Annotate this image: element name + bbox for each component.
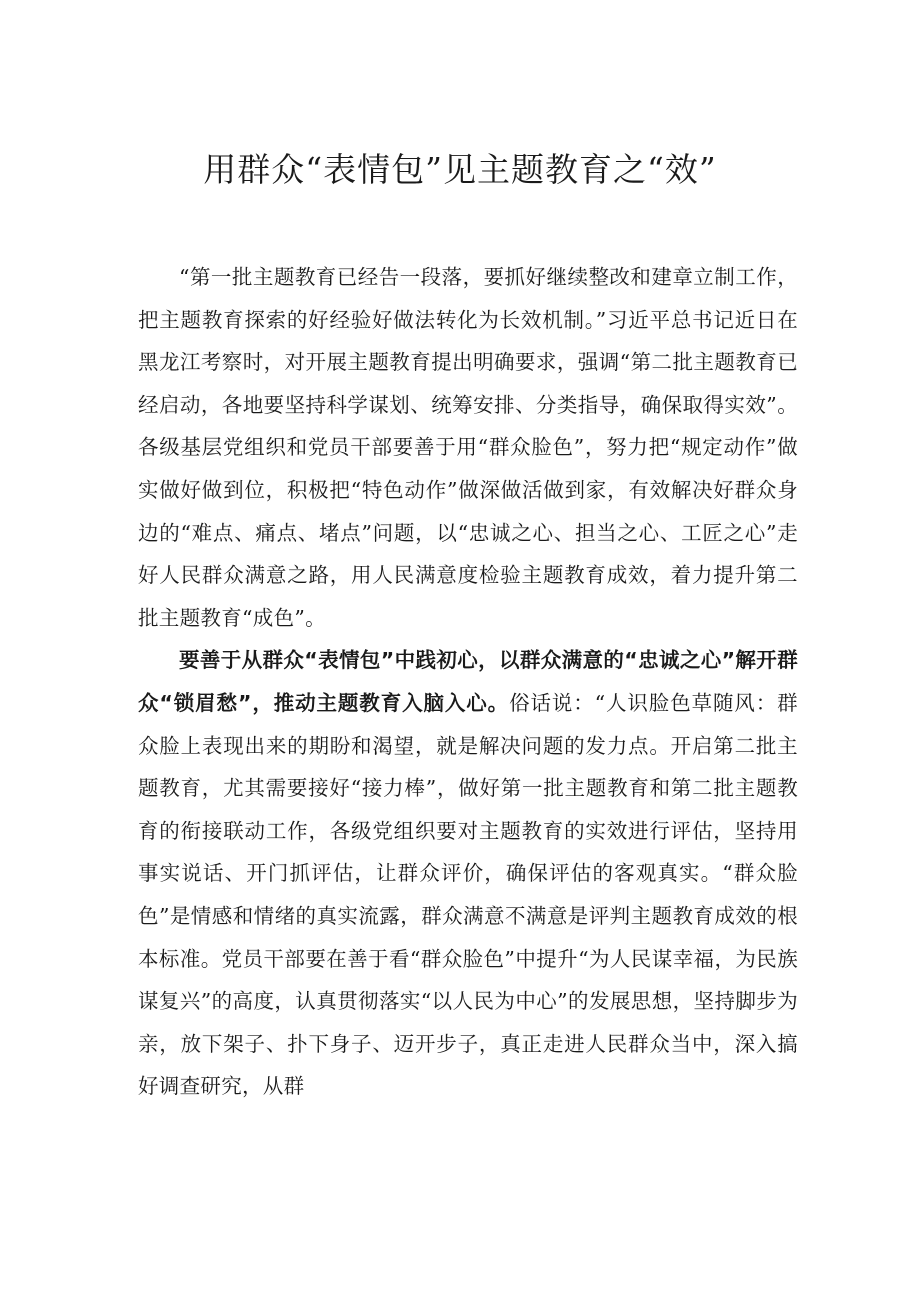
paragraph-1 — [138, 256, 798, 639]
document-body — [138, 256, 798, 1108]
paragraph-2-lead: 要善于从群众“表情包”中践初心，以群众满意的“忠诚之心”解开群众“锁眉愁”，推动主题教育入脑入心。 — [138, 648, 798, 715]
paragraph-2 — [138, 639, 798, 1108]
document-title: 用群众“表情包”见主题教育之“效” — [203, 150, 717, 189]
paragraph-1-text: “第一批主题教育已经告一段落，要抓好继续整改和建章立制工作，把主题教育探索的好经验好做法转化为长效机制。”习近平总书记近日在黑龙江考察时，对开展主题教育提出明确要求，强调“第二批主题教育已经启动，各地要坚持科学谋划、统筹安排、分类指导，确保取得实效”。各级基层党组织和党员干部要善于用“群众脸色”，努力把“规定动作”做实做好做到位，积极把“特色动作”做深做活做到家，有效解决好群众身边的“难点、痛点、堵点”问题，以“忠诚之心、担当之心、工匠之心”走好人民群众满意之路，用人民满意度检验主题教育成效，着力提升第二批主题教育“成色”。 — [138, 265, 798, 630]
paragraph-2-text: 俗话说：“人识脸色草随风：群众脸上表现出来的期盼和渴望，就是解决问题的发力点。开启第二批主题教育，尤其需要接好“接力棒”，做好第一批主题教育和第二批主题教育的衔接联动工作，各级党组织要对主题教育的实效进行评估，坚持用事实说话、开门抓评估，让群众评价，确保评估的客观真实。“群众脸色”是情感和情绪的真实流露，群众满意不满意是评判主题教育成效的根本标准。党员干部要在善于看“群众脸色”中提升“为人民谋幸福，为民族谋复兴”的高度，认真贯彻落实“以人民为中心”的发展思想，坚持脚步为亲，放下架子、扑下身子、迈开步子，真正走进人民群众当中，深入搞好调查研究，从群 — [138, 690, 798, 1099]
